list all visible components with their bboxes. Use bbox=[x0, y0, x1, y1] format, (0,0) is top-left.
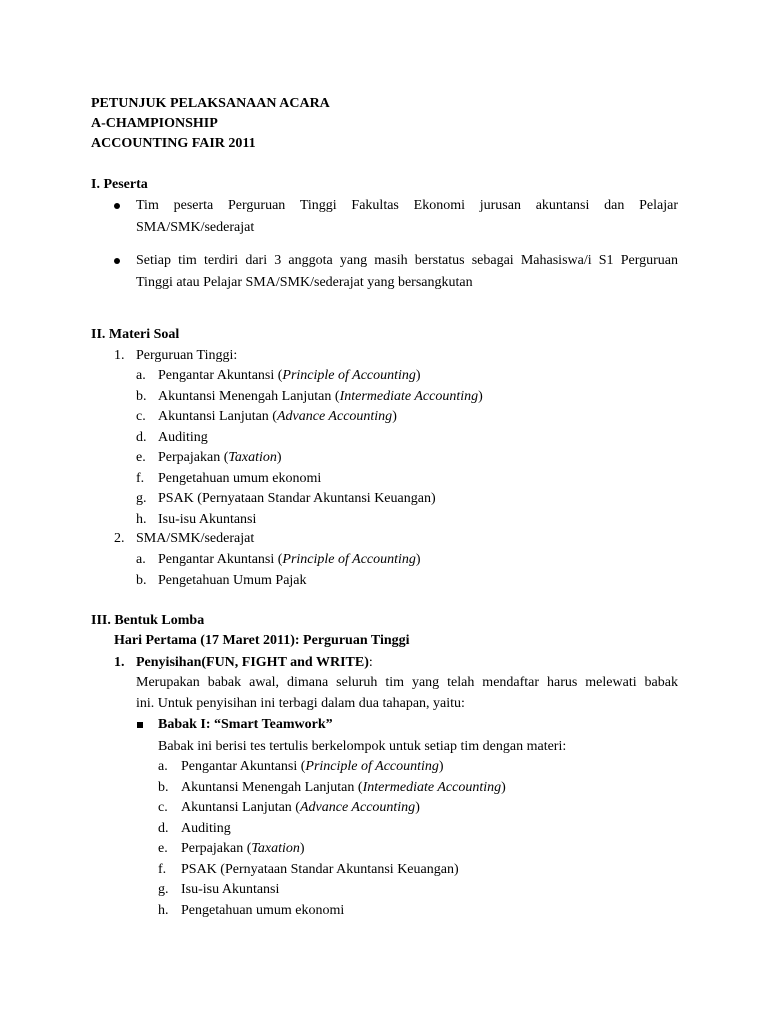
list-item-text: Isu-isu Akuntansi bbox=[181, 882, 280, 897]
peserta-bullet2-line2: Tinggi atau Pelajar SMA/SMK/sederajat yang bersangkutan bbox=[136, 275, 473, 290]
stage-colon: : bbox=[368, 655, 373, 670]
list-item-text: Isu-isu Akuntansi bbox=[158, 511, 257, 527]
list-item bbox=[158, 388, 483, 406]
list-marker: h. bbox=[158, 902, 169, 918]
list-item bbox=[181, 881, 279, 899]
list-number: 1. bbox=[114, 655, 125, 670]
list-item bbox=[158, 449, 282, 467]
list-item bbox=[158, 511, 256, 529]
section-heading-materi-soal: II. Materi Soal bbox=[91, 327, 180, 342]
list-marker: g. bbox=[136, 491, 147, 506]
list-item bbox=[181, 902, 344, 920]
list-item-english-term: Principle of Accounting bbox=[282, 552, 416, 567]
list-item-text: Pengantar Akuntansi ( bbox=[158, 368, 283, 383]
list-item bbox=[181, 779, 506, 797]
list-item-text: ) bbox=[415, 800, 420, 815]
list-item-text: ) bbox=[276, 450, 282, 465]
list-item-text: Perpajakan ( bbox=[158, 450, 229, 465]
list-marker: a. bbox=[136, 552, 146, 567]
list-item-text: Auditing bbox=[181, 820, 231, 836]
list-item-text: PSAK (Pernyataan Standar Akuntansi Keuangan) bbox=[181, 861, 459, 877]
section-heading-bentuk-lomba: III. Bentuk Lomba bbox=[91, 613, 205, 628]
list-marker: e. bbox=[136, 450, 146, 465]
list-marker: d. bbox=[136, 429, 147, 445]
doc-title-line3: ACCOUNTING FAIR 2011 bbox=[91, 136, 256, 151]
list-marker: d. bbox=[158, 820, 169, 836]
list-marker: b. bbox=[136, 572, 147, 588]
list-item-english-term: Principle of Accounting bbox=[305, 759, 439, 774]
list-marker: a. bbox=[158, 759, 168, 774]
section-heading-peserta: I. Peserta bbox=[91, 177, 148, 192]
list-item bbox=[158, 408, 397, 426]
doc-title-line1: PETUNJUK PELAKSANAAN ACARA bbox=[91, 96, 330, 111]
list-item-text: Pengantar Akuntansi ( bbox=[181, 759, 306, 774]
list-item-text: ) bbox=[501, 779, 506, 795]
list-item-text: ) bbox=[392, 409, 397, 424]
list-item-english-term: Advance Accounting bbox=[299, 800, 416, 815]
stage-heading bbox=[136, 654, 373, 672]
list-item bbox=[158, 572, 307, 590]
list-marker: c. bbox=[158, 800, 168, 815]
list-item bbox=[181, 758, 444, 776]
list-item bbox=[158, 367, 421, 385]
list-item bbox=[158, 490, 436, 508]
list-marker: b. bbox=[158, 779, 169, 795]
list-item bbox=[158, 470, 321, 488]
list-number: 2. bbox=[114, 531, 125, 546]
list-item-text: Akuntansi Lanjutan ( bbox=[158, 409, 277, 424]
list-item-text: ) bbox=[478, 388, 483, 404]
list-item-text: Perpajakan ( bbox=[181, 841, 252, 856]
babak-title: Babak I: “Smart Teamwork” bbox=[158, 717, 333, 732]
list-marker: g. bbox=[158, 882, 169, 897]
list-marker: f. bbox=[158, 861, 167, 877]
stage-desc-line2: ini. Untuk penyisihan ini terbagi dalam dua tahapan, yaitu: bbox=[136, 696, 465, 711]
list-item-english-term: Intermediate Accounting bbox=[362, 779, 502, 795]
stage-desc-line1: Merupakan babak awal, dimana seluruh tim yang telah mendaftar harus melewati babak bbox=[136, 675, 678, 690]
list-item-text: PSAK (Pernyataan Standar Akuntansi Keuangan) bbox=[158, 491, 436, 506]
list-item-text: ) bbox=[299, 841, 305, 856]
materi-group-title: SMA/SMK/sederajat bbox=[136, 531, 255, 546]
bullet-dot-icon bbox=[114, 203, 120, 209]
list-item bbox=[181, 820, 231, 838]
peserta-bullet1-line2: SMA/SMK/sederajat bbox=[136, 220, 255, 235]
day-heading: Hari Pertama (17 Maret 2011): Perguruan Tinggi bbox=[114, 633, 410, 648]
peserta-bullet2-line1: Setiap tim terdiri dari 3 anggota yang masih berstatus sebagai Mahasiswa/i S1 Perguruan bbox=[136, 253, 678, 268]
list-item-text: ) bbox=[415, 368, 421, 383]
list-item-text: Akuntansi Lanjutan ( bbox=[181, 800, 300, 815]
list-item bbox=[181, 799, 420, 817]
list-item bbox=[158, 429, 208, 447]
list-number: 1. bbox=[114, 348, 125, 363]
list-marker: f. bbox=[136, 470, 145, 486]
list-item-text: Pengetahuan umum ekonomi bbox=[158, 470, 322, 486]
list-item bbox=[158, 551, 421, 569]
square-bullet-icon bbox=[137, 722, 143, 728]
stage-title: Penyisihan(FUN, FIGHT and WRITE) bbox=[136, 655, 369, 670]
list-item-text: Akuntansi Menengah Lanjutan ( bbox=[158, 388, 340, 404]
list-item-text: Pengetahuan Umum Pajak bbox=[158, 572, 307, 588]
bullet-dot-icon bbox=[114, 258, 120, 264]
list-item-text: Pengantar Akuntansi ( bbox=[158, 552, 283, 567]
list-item-english-term: Principle of Accounting bbox=[282, 368, 416, 383]
babak-desc: Babak ini berisi tes tertulis berkelompok untuk setiap tim dengan materi: bbox=[158, 739, 567, 754]
list-marker: a. bbox=[136, 368, 146, 383]
list-item-english-term: Advance Accounting bbox=[276, 409, 393, 424]
list-item-english-term: Taxation bbox=[251, 841, 300, 856]
list-item-english-term: Taxation bbox=[228, 450, 277, 465]
doc-title-line2: A-CHAMPIONSHIP bbox=[91, 116, 218, 131]
list-item-text: Auditing bbox=[158, 429, 208, 445]
list-item-text: ) bbox=[415, 552, 421, 567]
list-marker: h. bbox=[136, 511, 147, 527]
list-marker: e. bbox=[158, 841, 168, 856]
list-item-text: Akuntansi Menengah Lanjutan ( bbox=[181, 779, 363, 795]
list-marker: c. bbox=[136, 409, 146, 424]
list-marker: b. bbox=[136, 388, 147, 404]
list-item-english-term: Intermediate Accounting bbox=[339, 388, 479, 404]
list-item bbox=[181, 840, 305, 858]
materi-group-title: Perguruan Tinggi: bbox=[136, 348, 238, 363]
list-item-text: Pengetahuan umum ekonomi bbox=[181, 902, 345, 918]
list-item bbox=[181, 861, 459, 879]
list-item-text: ) bbox=[438, 759, 444, 774]
peserta-bullet1-line1: Tim peserta Perguruan Tinggi Fakultas Ekonomi jurusan akuntansi dan Pelajar bbox=[136, 198, 678, 213]
